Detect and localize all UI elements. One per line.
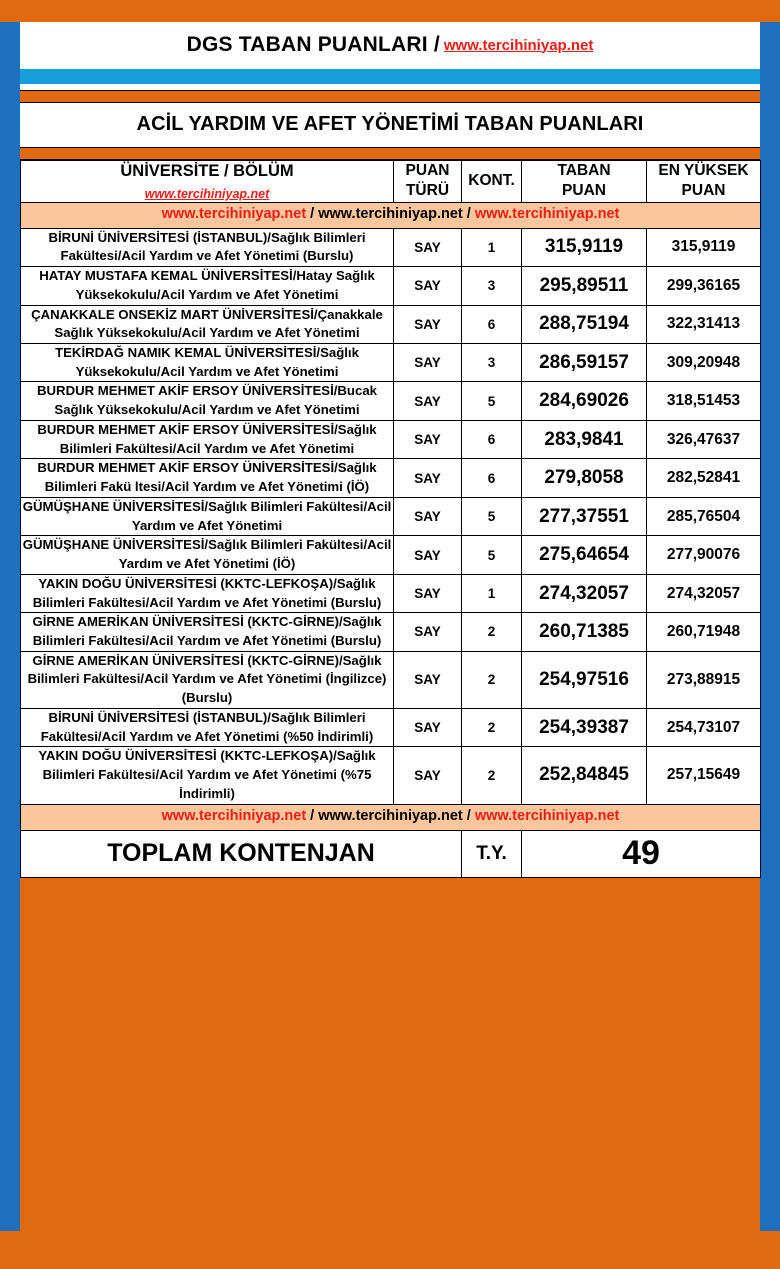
banner-bottom-link-1[interactable]: www.tercihiniyap.net (161, 807, 307, 824)
cell-base-score: 252,84845 (522, 747, 647, 804)
cell-score-type: SAY (394, 613, 462, 651)
cell-highest-score: 322,31413 (647, 305, 761, 343)
column-header-score-type-line1: PUAN (405, 162, 450, 180)
cell-score-type: SAY (394, 651, 462, 708)
column-header-highest-score (647, 161, 761, 203)
left-blue-rail (0, 22, 20, 1231)
scores-table (20, 160, 761, 878)
cell-base-score: 295,89511 (522, 267, 647, 305)
cell-university: TEKİRDAĞ NAMIK KEMAL ÜNİVERSİTESİ/Sağlık Yüksekokulu/Acil Yardım ve Afet Yönetimi (21, 343, 394, 381)
page-title-site-link[interactable]: www.tercihiniyap.net (443, 36, 594, 54)
cell-university: YAKIN DOĞU ÜNİVERSİTESİ (KKTC-LEFKOŞA)/Sağlık Bilimleri Fakültesi/Acil Yardım ve Afet Yönetimi (%75 İndirimli) (21, 747, 394, 804)
cell-university: GÜMÜŞHANE ÜNİVERSİTESİ/Sağlık Bilimleri Fakültesi/Acil Yardım ve Afet Yönetimi (İÖ) (21, 536, 394, 574)
cell-quota: 5 (462, 497, 522, 535)
table-row (21, 651, 761, 708)
cell-score-type: SAY (394, 267, 462, 305)
cell-highest-score: 257,15649 (647, 747, 761, 804)
cell-university: BİRUNİ ÜNİVERSİTESİ (İSTANBUL)/Sağlık Bilimleri Fakültesi/Acil Yardım ve Afet Yönetimi (Burslu) (21, 228, 394, 266)
cell-highest-score: 260,71948 (647, 613, 761, 651)
column-header-highest-score-line2: PUAN (681, 182, 726, 200)
cell-base-score: 254,39387 (522, 708, 647, 746)
cell-base-score: 274,32057 (522, 574, 647, 612)
cell-university: YAKIN DOĞU ÜNİVERSİTESİ (KKTC-LEFKOŞA)/Sağlık Bilimleri Fakültesi/Acil Yardım ve Afet Yönetimi (Burslu) (21, 574, 394, 612)
banner-top-sep-2: / (462, 205, 475, 222)
cell-score-type: SAY (394, 536, 462, 574)
cell-base-score: 275,64654 (522, 536, 647, 574)
cell-university: GİRNE AMERİKAN ÜNİVERSİTESİ (KKTC-GİRNE)/Sağlık Bilimleri Fakültesi/Acil Yardım ve Afet Yönetimi (İngilizce) (Burslu) (21, 651, 394, 708)
cell-quota: 3 (462, 343, 522, 381)
table-row (21, 420, 761, 458)
content-panel (20, 22, 760, 878)
table-row (21, 574, 761, 612)
cell-highest-score: 282,52841 (647, 459, 761, 497)
column-header-score-type (394, 161, 462, 203)
banner-bottom-link-3[interactable]: www.tercihiniyap.net (474, 807, 620, 824)
cell-highest-score: 299,36165 (647, 267, 761, 305)
banner-row-bottom (21, 804, 761, 830)
cell-university: BURDUR MEHMET AKİF ERSOY ÜNİVERSİTESİ/Sağlık Bilimleri Fakü ltesi/Acil Yardım ve Afet Yönetimi (İÖ) (21, 459, 394, 497)
cell-score-type: SAY (394, 228, 462, 266)
cell-quota: 2 (462, 613, 522, 651)
banner-bottom-link-2[interactable]: www.tercihiniyap.net (318, 807, 463, 824)
column-header-quota (462, 161, 522, 203)
table-row (21, 497, 761, 535)
total-label: TOPLAM KONTENJAN (21, 830, 462, 877)
cell-score-type: SAY (394, 343, 462, 381)
cell-base-score: 286,59157 (522, 343, 647, 381)
cell-highest-score: 254,73107 (647, 708, 761, 746)
banner-top-sep-1: / (306, 205, 319, 222)
banner-top-link-1[interactable]: www.tercihiniyap.net (161, 205, 307, 222)
cell-score-type: SAY (394, 574, 462, 612)
cell-base-score: 288,75194 (522, 305, 647, 343)
column-header-quota-label: KONT. (468, 172, 515, 190)
column-header-base-score-line1: TABAN (557, 162, 611, 180)
cell-base-score: 277,37551 (522, 497, 647, 535)
page-subtitle-text: ACİL YARDIM VE AFET YÖNETİMİ TABAN PUANLARI (136, 113, 644, 135)
cell-highest-score: 274,32057 (647, 574, 761, 612)
total-row (21, 830, 761, 877)
table-body (21, 202, 761, 877)
cell-quota: 3 (462, 267, 522, 305)
cell-quota: 5 (462, 536, 522, 574)
cell-highest-score: 309,20948 (647, 343, 761, 381)
cell-university: GİRNE AMERİKAN ÜNİVERSİTESİ (KKTC-GİRNE)/Sağlık Bilimleri Fakültesi/Acil Yardım ve Afet Yönetimi (Burslu) (21, 613, 394, 651)
table-row (21, 267, 761, 305)
cell-base-score: 254,97516 (522, 651, 647, 708)
cell-score-type: SAY (394, 305, 462, 343)
total-score-type: T.Y. (462, 830, 522, 877)
table-header-row (21, 161, 761, 203)
cell-score-type: SAY (394, 420, 462, 458)
column-header-university-label: ÜNİVERSİTE / BÖLÜM (120, 162, 294, 180)
cell-quota: 2 (462, 708, 522, 746)
total-quota-value: 49 (522, 830, 761, 877)
banner-top-cell (21, 202, 761, 228)
cell-highest-score: 273,88915 (647, 651, 761, 708)
cell-score-type: SAY (394, 708, 462, 746)
orange-divider (20, 90, 760, 103)
banner-bottom-cell (21, 804, 761, 830)
cell-score-type: SAY (394, 497, 462, 535)
cell-score-type: SAY (394, 747, 462, 804)
cell-highest-score: 277,90076 (647, 536, 761, 574)
cell-quota: 1 (462, 228, 522, 266)
cell-university: GÜMÜŞHANE ÜNİVERSİTESİ/Sağlık Bilimleri Fakültesi/Acil Yardım ve Afet Yönetimi (21, 497, 394, 535)
table-row (21, 343, 761, 381)
column-header-highest-score-line1: EN YÜKSEK (658, 162, 749, 180)
table-row (21, 305, 761, 343)
table-row (21, 228, 761, 266)
table-row (21, 708, 761, 746)
cell-university: BURDUR MEHMET AKİF ERSOY ÜNİVERSİTESİ/Sağlık Bilimleri Fakültesi/Acil Yardım ve Afet Yönetimi (21, 420, 394, 458)
banner-row-top (21, 202, 761, 228)
cell-quota: 1 (462, 574, 522, 612)
banner-top-link-2[interactable]: www.tercihiniyap.net (318, 205, 463, 222)
cell-quota: 6 (462, 420, 522, 458)
cell-quota: 2 (462, 747, 522, 804)
cell-highest-score: 315,9119 (647, 228, 761, 266)
column-header-university-site-link[interactable]: www.tercihiniyap.net (144, 186, 270, 201)
page-title (20, 22, 760, 69)
table-header (21, 161, 761, 203)
cell-score-type: SAY (394, 382, 462, 420)
column-header-university (21, 161, 394, 203)
cell-quota: 6 (462, 305, 522, 343)
table-row (21, 536, 761, 574)
banner-bottom-sep-1: / (306, 807, 319, 824)
banner-top-link-3[interactable]: www.tercihiniyap.net (474, 205, 620, 222)
table-row (21, 613, 761, 651)
cell-highest-score: 318,51453 (647, 382, 761, 420)
cell-highest-score: 285,76504 (647, 497, 761, 535)
right-blue-rail (760, 22, 780, 1231)
page-subtitle (20, 103, 760, 147)
cell-highest-score: 326,47637 (647, 420, 761, 458)
cell-quota: 6 (462, 459, 522, 497)
cell-university: ÇANAKKALE ONSEKİZ MART ÜNİVERSİTESİ/Çanakkale Sağlık Yüksekokulu/Acil Yardım ve Afet Yönetimi (21, 305, 394, 343)
cell-university: HATAY MUSTAFA KEMAL ÜNİVERSİTESİ/Hatay Sağlık Yüksekokulu/Acil Yardım ve Afet Yönetimi (21, 267, 394, 305)
cell-base-score: 315,9119 (522, 228, 647, 266)
cell-university: BİRUNİ ÜNİVERSİTESİ (İSTANBUL)/Sağlık Bilimleri Fakültesi/Acil Yardım ve Afet Yönetimi (%50 İndirimli) (21, 708, 394, 746)
cell-base-score: 260,71385 (522, 613, 647, 651)
cell-score-type: SAY (394, 459, 462, 497)
table-row (21, 382, 761, 420)
table-row (21, 747, 761, 804)
table-row (21, 459, 761, 497)
cell-university: BURDUR MEHMET AKİF ERSOY ÜNİVERSİTESİ/Bucak Sağlık Yüksekokulu/Acil Yardım ve Afet Yönetimi (21, 382, 394, 420)
cell-quota: 2 (462, 651, 522, 708)
column-header-score-type-line2: TÜRÜ (405, 182, 450, 200)
orange-divider-2 (20, 147, 760, 160)
cell-quota: 5 (462, 382, 522, 420)
column-header-base-score-line2: PUAN (562, 182, 606, 200)
page-title-text: DGS TABAN PUANLARI / (186, 33, 440, 56)
cell-base-score: 279,8058 (522, 459, 647, 497)
cell-base-score: 284,69026 (522, 382, 647, 420)
cell-base-score: 283,9841 (522, 420, 647, 458)
cyan-divider (20, 69, 760, 84)
column-header-base-score (522, 161, 647, 203)
banner-bottom-sep-2: / (462, 807, 475, 824)
